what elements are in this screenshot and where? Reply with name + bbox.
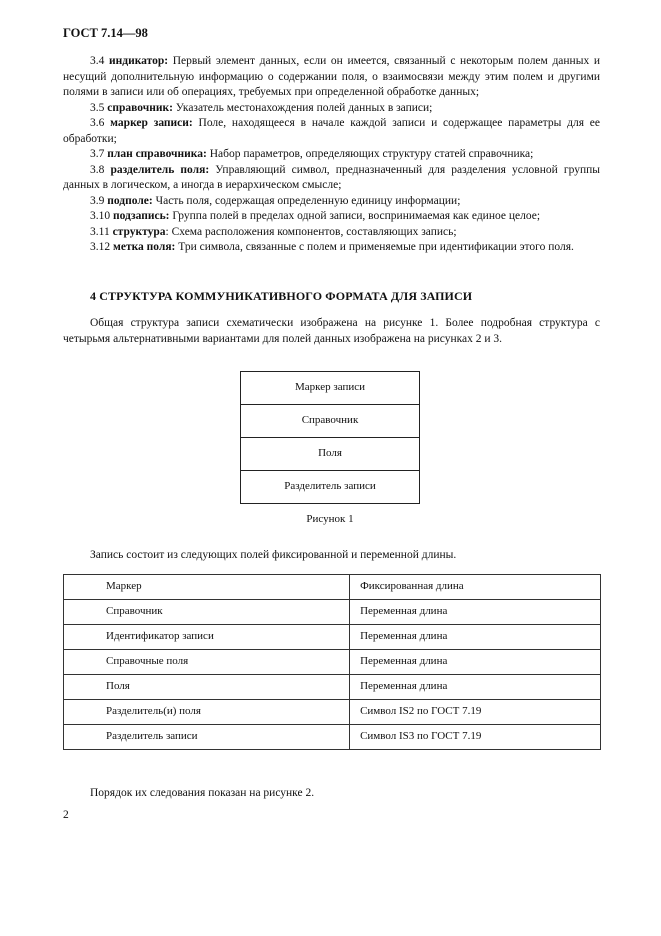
figure-row-fields: Поля: [241, 438, 419, 471]
field-name-cell: Разделитель записи: [64, 725, 350, 750]
definition-term: метка поля:: [113, 241, 176, 253]
definition-item: 3.10 подзапись: Группа полей в пределах одной записи, воспринимаемая как единое целое;: [90, 210, 541, 222]
table-row: [64, 725, 601, 750]
definition-item: 3.5 справочник: Указатель местонахождения полей данных в записи;: [90, 101, 433, 114]
record-structure-figure: [240, 371, 420, 504]
section-intro: Общая структура записи схематически изображена на рисунке 1. Более подробная структура с четырьмя альтернативными вариантами для полей данных изображена на рисунках 2 и 3.: [63, 317, 600, 345]
figure-row-directory: Справочник: [241, 405, 419, 438]
figure-row-record-separator: Разделитель записи: [284, 480, 376, 493]
definition-term: подполе:: [107, 194, 153, 207]
definitions-list: [63, 54, 600, 256]
table-row: [64, 650, 601, 675]
table-row: [64, 575, 601, 600]
definition-item: 3.4 индикатор: Первый элемент данных, если он имеется, связанный с некоторым полем данных и несущий дополнительную информацию о содержании поля, о взаимосвязи между этим полем и другими полями в записи или об операциях, требуемых при определенной обработке данных;: [63, 55, 600, 98]
field-length-cell: Переменная длина: [350, 600, 601, 625]
definition-item: 3.7 план справочника: Набор параметров, определяющих структуру статей справочника;: [90, 148, 534, 160]
definition-item: 3.8 разделитель поля: Управляющий символ, предназначенный для разделения условной группы данных в логическом, а иногда в иерархическом смысле;: [63, 163, 600, 191]
table-lead-text: Запись состоит из следующих полей фиксированной и переменной длины.: [90, 549, 457, 561]
field-length-cell: Переменная длина: [350, 650, 601, 675]
field-name-cell: Поля: [64, 675, 350, 700]
definition-item: 3.6 маркер записи: Поле, находящееся в начале каждой записи и содержащее параметры для ее обработки;: [63, 117, 600, 145]
definition-term: маркер записи:: [110, 117, 193, 129]
definition-item: 3.11 структура: Схема расположения компонентов, составляющих запись;: [90, 225, 457, 238]
field-length-cell: Фиксированная длина: [350, 575, 601, 600]
definition-item: 3.12 метка поля: Три символа, связанные с полем и применяемые при идентификации этого поля.: [90, 241, 574, 253]
fields-table: [63, 574, 601, 750]
field-name-cell: Маркер: [64, 575, 350, 600]
field-length-cell: Переменная длина: [350, 675, 601, 700]
definition-term: справочник:: [107, 101, 173, 114]
table-row: [64, 625, 601, 650]
document-header: ГОСТ 7.14—98: [63, 26, 148, 40]
table-row: [64, 600, 601, 625]
definition-term: план справочника:: [107, 148, 207, 160]
section-title: 4 СТРУКТУРА КОММУНИКАТИВНОГО ФОРМАТА ДЛЯ ЗАПИСИ: [90, 289, 473, 303]
definition-term: индикатор:: [109, 55, 169, 67]
field-name-cell: Справочные поля: [64, 650, 350, 675]
field-name-cell: Справочник: [64, 600, 350, 625]
field-length-cell: Символ IS2 по ГОСТ 7.19: [350, 700, 601, 725]
page-number: 2: [63, 809, 69, 821]
closing-text: Порядок их следования показан на рисунке 2.: [90, 787, 315, 799]
field-length-cell: Символ IS3 по ГОСТ 7.19: [350, 725, 601, 750]
table-row: [64, 700, 601, 725]
field-name-cell: Идентификатор записи: [64, 625, 350, 650]
field-name-cell: Разделитель(и) поля: [64, 700, 350, 725]
field-length-cell: Переменная длина: [350, 625, 601, 650]
definition-term: разделитель поля:: [110, 163, 210, 176]
figure-row-record-marker: Маркер записи: [241, 372, 419, 405]
figure-caption: Рисунок 1: [306, 513, 354, 525]
definition-item: 3.9 подполе: Часть поля, содержащая определенную единицу информации;: [90, 194, 461, 207]
table-row: [64, 675, 601, 700]
definition-term: подзапись:: [113, 210, 170, 222]
definition-term: структура: [112, 225, 166, 238]
